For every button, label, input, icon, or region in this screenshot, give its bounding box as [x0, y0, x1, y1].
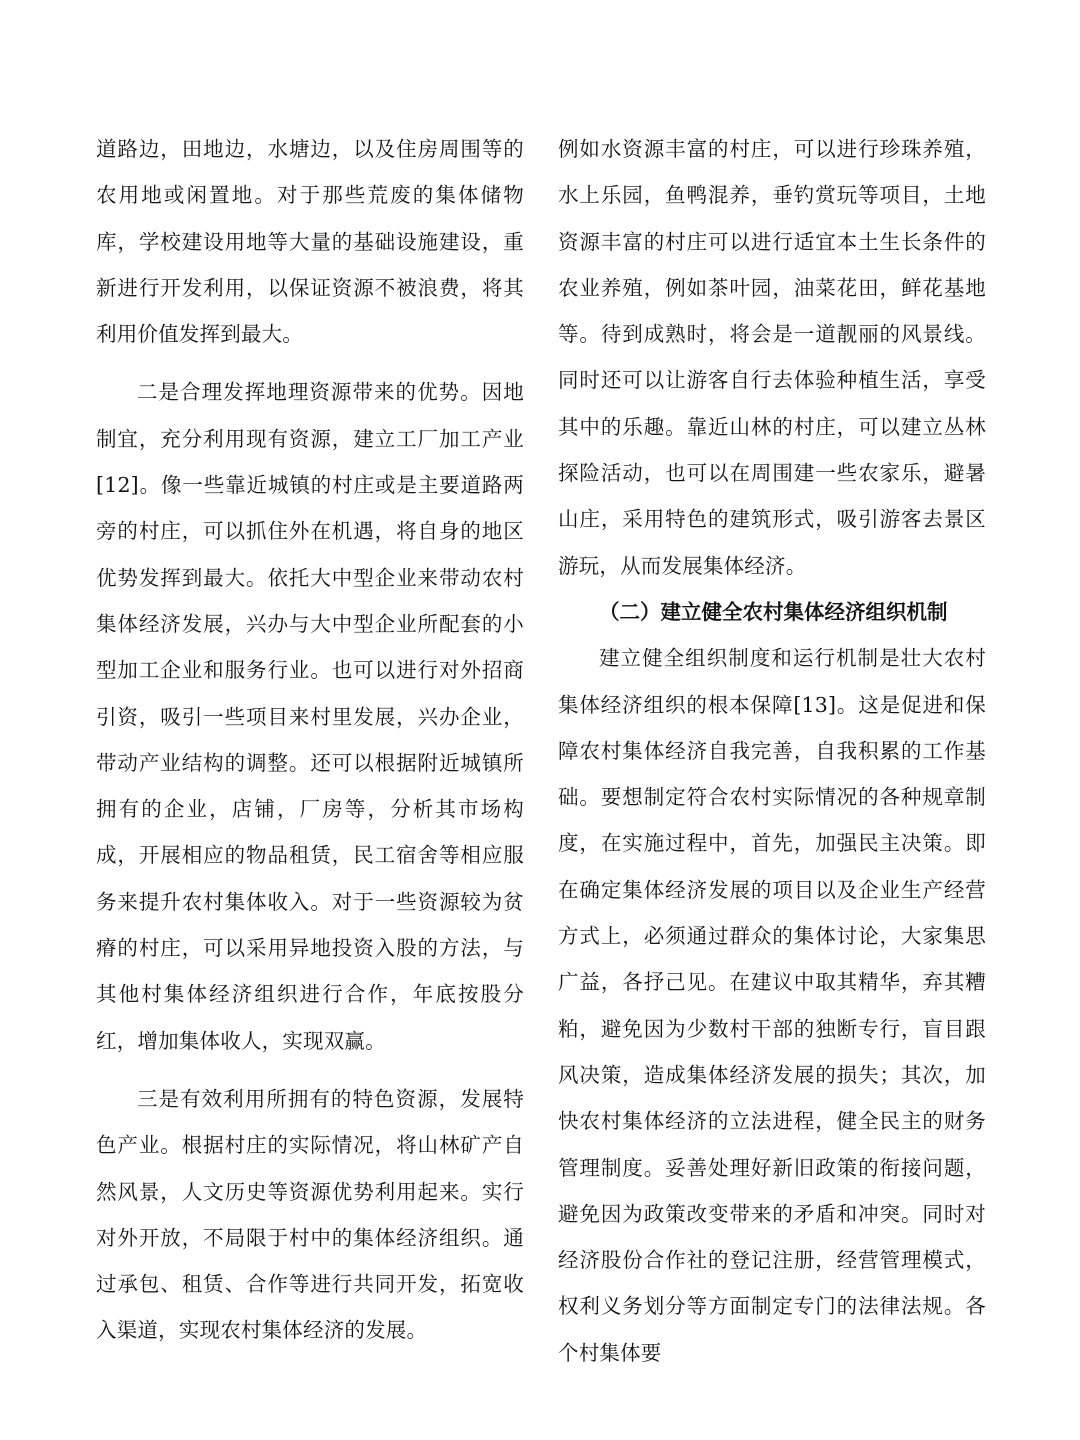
paragraph-geographic-advantage: 二是合理发挥地理资源带来的优势。因地制宜，充分利用现有资源，建立工厂加工产业[12]。像一些靠近城镇的村庄或是主要道路两旁的村庄，可以抓住外在机遇，将自身的地区优势发挥到最大。依托大中型企业来带动农村集体经济发展，兴办与大中型企业所配套的小型加工企业和服务行业。也可以进行对外招商引资，吸引一些项目来村里发展，兴办企业，带动产业结构的调整。还可以根据附近城镇所拥有的企业，店铺，厂房等，分析其市场构成，开展相应的物品租赁，民工宿舍等相应服务来提升农村集体收入。对于一些资源较为贫瘠的村庄，可以采用异地投资入股的方法，与其他村集体经济组织进行合作，年底按股分红，增加集体收人，实现双赢。: [96, 380, 524, 1053]
right-column: [558, 126, 986, 1376]
left-column: [96, 126, 524, 1354]
section-heading: （二）建立健全农村集体经济组织机制: [599, 599, 948, 624]
paragraph-land-reuse: 道路边，田地边，水塘边，以及住房周围等的农用地或闲置地。对于那些荒废的集体储物库，学校建设用地等大量的基础设施建设，重新进行开发利用，以保证资源不被浪费，将其利用价值发挥到最大。: [96, 137, 524, 347]
paragraph-organization-mechanism: 建立健全组织制度和运行机制是壮大农村集体经济组织的根本保障[13]。这是促进和保障农村集体经济自我完善，自我积累的工作基础。要想制定符合农村实际情况的各种规章制度，在实施过程中，首先，加强民主决策。即在确定集体经济发展的项目以及企业生产经营方式上，必须通过群众的集体讨论，大家集思广益，各抒己见。在建议中取其精华，弃其糟粕，避免因为少数村干部的独断专行，盲目跟风决策，造成集体经济发展的损失；其次，加快农村集体经济的立法进程，健全民主的财务管理制度。妥善处理好新旧政策的衔接问题，避免因为政策改变带来的矛盾和冲突。同时对经济股份合作社的登记注册，经营管理模式，权利义务划分等方面制定专门的法律法规。各个村集体要: [558, 646, 986, 1365]
paragraph-resource-examples: 例如水资源丰富的村庄，可以进行珍珠养殖，水上乐园，鱼鸭混养，垂钓赏玩等项目，土地资源丰富的村庄可以进行适宜本土生长条件的农业养殖，例如茶叶园，油菜花田，鲜花基地等。待到成熟时，将会是一道靓丽的风景线。同时还可以让游客自行去体验种植生活，享受其中的乐趣。靠近山林的村庄，可以建立丛林探险活动，也可以在周围建一些农家乐，避暑山庄，采用特色的建筑形式，吸引游客去景区游玩，从而发展集体经济。: [558, 137, 986, 578]
paragraph-special-resources: 三是有效利用所拥有的特色资源，发展特色产业。根据村庄的实际情况，将山林矿产自然风景，人文历史等资源优势利用起来。实行对外开放，不局限于村中的集体经济组织。通过承包、租赁、合作等进行共同开发，拓宽收入渠道，实现农村集体经济的发展。: [96, 1086, 524, 1343]
